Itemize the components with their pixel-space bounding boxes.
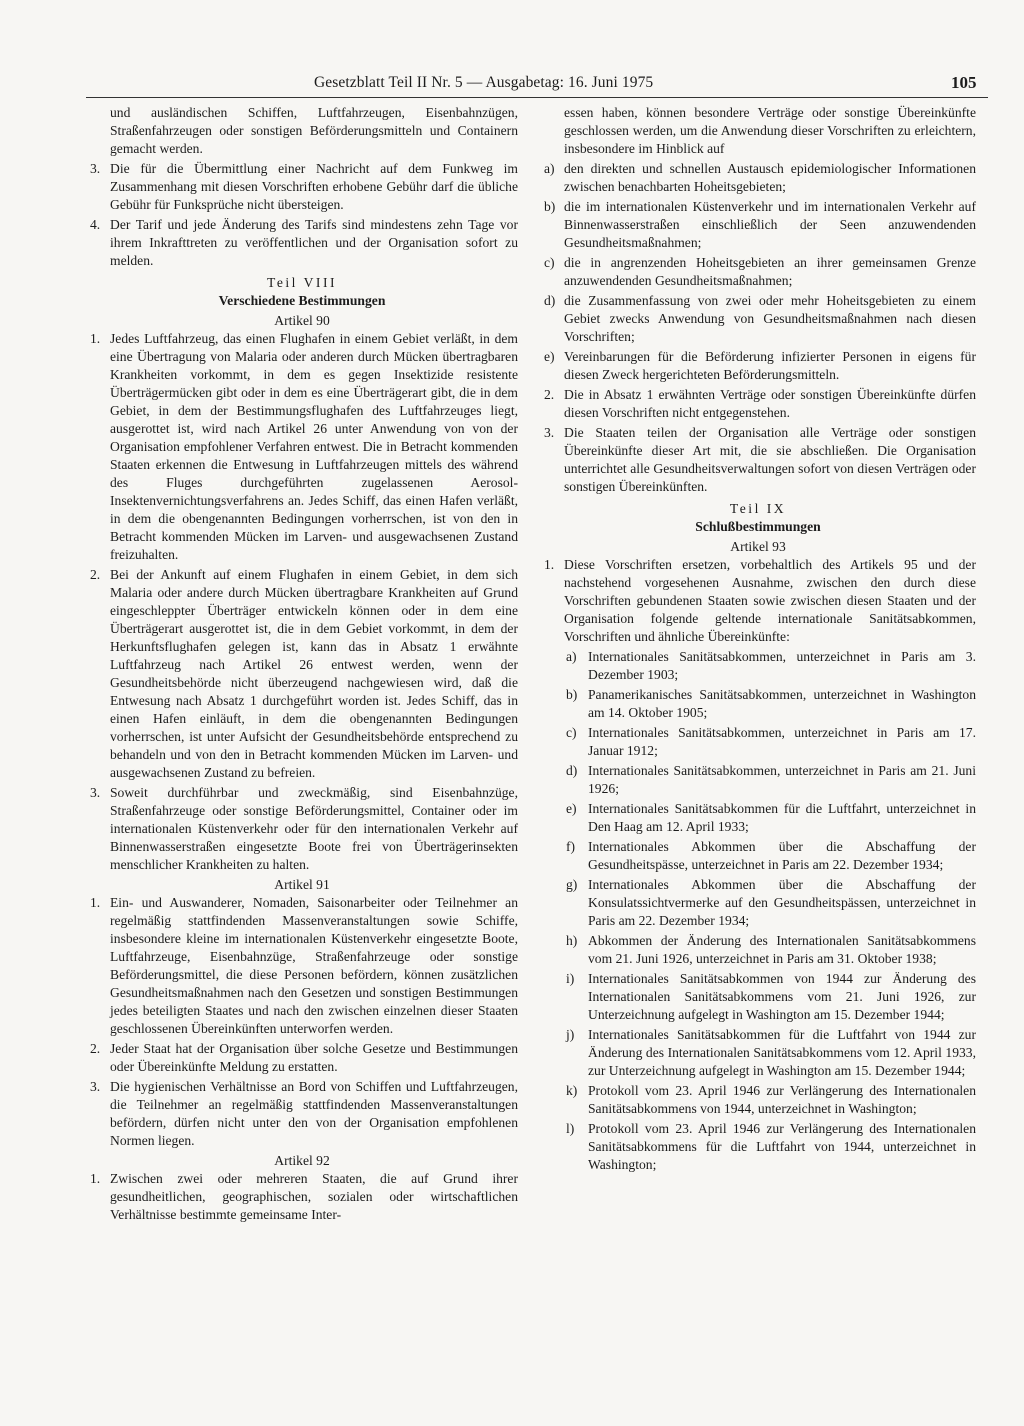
item-number: 1. — [90, 331, 101, 346]
right-column — [540, 104, 976, 1176]
continued-paragraph: und ausländischen Schiffen, Luftfahrzeugen, Eisenbahnzügen, Straßenfahrzeugen oder sonstigen Beförderungsmitteln und Containern gemacht werden. — [110, 105, 518, 156]
item-number: 3. — [90, 1079, 101, 1094]
sub-item — [540, 1082, 976, 1118]
sub-item — [540, 762, 976, 798]
item-letter: l) — [566, 1121, 575, 1136]
page-number: 105 — [951, 73, 977, 92]
continued-paragraph: essen haben, können besondere Verträge oder sonstige Übereinkünfte geschlossen werden, um die Anwendung dieser Vorschriften zu erleichtern, insbesondere im Hinblick auf — [564, 105, 976, 156]
paragraph-item — [540, 386, 976, 422]
item-text: Der Tarif und jede Änderung des Tarifs sind mindestens zehn Tage vor ihrem Inkrafttreten zu veröffentlichen und der Organisation sofort zu melden. — [110, 217, 518, 268]
part-heading: Teil IX — [729, 501, 787, 516]
sub-item — [540, 348, 976, 384]
paragraph-item — [86, 784, 518, 874]
item-text: Die in Absatz 1 erwähnten Verträge oder sonstigen Übereinkünfte dürfen diesen Vorschriften nicht entgegenstehen. — [564, 387, 976, 420]
item-number: 4. — [90, 217, 101, 232]
paragraph-item — [86, 1170, 518, 1224]
item-text: Internationales Sanitätsabkommen von 1944 zur Änderung des Internationalen Sanitätsabkommens vom 21. Juni 1926, zur Unterzeichnung aufgelegt in Washington am 15. Dezember 1944; — [588, 971, 976, 1022]
item-text: Soweit durchführbar und zweckmäßig, sind Eisenbahnzüge, Straßenfahrzeuge oder sonstige Beförderungsmittel, Container oder im internationalen Küstenverkehr oder für den internationalen Verkehr auf Binnenwasserstraßen eingesetzte Boote frei von Überträgerinsekten menschlicher Krankheiten zu halten. — [110, 785, 518, 872]
paragraph-item — [540, 556, 976, 646]
item-text: Internationales Sanitätsabkommen, unterzeichnet in Paris am 21. Juni 1926; — [588, 763, 976, 796]
part-heading: Teil VIII — [267, 275, 337, 290]
sub-item — [540, 1026, 976, 1080]
item-letter: a) — [544, 161, 555, 176]
item-letter: b) — [544, 199, 556, 214]
item-letter: a) — [566, 649, 577, 664]
article-heading: Artikel 90 — [274, 313, 330, 328]
section-title: Schlußbestimmungen — [695, 519, 821, 534]
item-letter: b) — [566, 687, 578, 702]
paragraph-item — [86, 1078, 518, 1150]
sub-item — [540, 686, 976, 722]
item-text: Die hygienischen Verhältnisse an Bord von Schiffen und Luftfahrzeugen, die Teilnehmer an regelmäßig stattfindenden Massenveranstaltungen befördern, dürfen nicht unter den von der Organisation empfohlenen Normen liegen. — [110, 1079, 518, 1148]
header-rule — [86, 97, 988, 98]
item-number: 3. — [90, 161, 101, 176]
item-number: 2. — [90, 567, 101, 582]
article-heading: Artikel 91 — [274, 877, 330, 892]
item-letter: c) — [544, 255, 555, 270]
item-text: Diese Vorschriften ersetzen, vorbehaltlich des Artikels 95 und der nachstehend vorgesehenen Ausnahme, zwischen den durch diese Vorschriften gebundenen Staaten sowie zwischen diesen Staaten und der Organisation folgende geltende internationale Sanitätsabkommen, Vorschriften und ähnliche Übereinkünfte: — [564, 557, 976, 644]
item-text: den direkten und schnellen Austausch epidemiologischer Informationen zwischen benachbarten Hoheitsgebieten; — [564, 161, 976, 194]
item-letter: i) — [566, 971, 575, 986]
item-text: Zwischen zwei oder mehreren Staaten, die auf Grund ihrer gesundheitlichen, geographischen, sozialen oder wirtschaftlichen Verhältnisse bestimmte gemeinsame Inter- — [110, 1171, 518, 1222]
item-number: 1. — [90, 895, 101, 910]
item-text: Internationales Sanitätsabkommen, unterzeichnet in Paris am 3. Dezember 1903; — [588, 649, 976, 682]
item-text: Protokoll vom 23. April 1946 zur Verlängerung des Internationalen Sanitätsabkommens von 1944, unterzeichnet in Washington; — [588, 1083, 976, 1116]
item-number: 1. — [544, 557, 555, 572]
item-text: Jeder Staat hat der Organisation über solche Gesetze und Bestimmungen oder Übereinkünfte Meldung zu erstatten. — [110, 1041, 518, 1074]
sub-item — [540, 876, 976, 930]
item-text: Internationales Abkommen über die Abschaffung der Gesundheitspässe, unterzeichnet in Paris am 22. Dezember 1934; — [588, 839, 976, 872]
item-text: Die für die Übermittlung einer Nachricht auf dem Funkweg im Zusammenhang mit diesen Vorschriften erhobene Gebühr darf die übliche Gebühr für Funksprüche nicht übersteigen. — [110, 161, 518, 212]
item-number: 2. — [544, 387, 555, 402]
paragraph-item — [540, 424, 976, 496]
item-text: Internationales Sanitätsabkommen für die Luftfahrt, unterzeichnet in Den Haag am 12. April 1933; — [588, 801, 976, 834]
left-column — [86, 104, 518, 1226]
item-text: Die Staaten teilen der Organisation alle Verträge oder sonstigen Übereinkünfte dieser Art mit, die sie abschließen. Die Organisation unterrichtet alle Gesundheitsverwaltungen sofort von diesen Verträgen oder sonstigen Übereinkünften. — [564, 425, 976, 494]
item-letter: g) — [566, 877, 578, 892]
item-text: Abkommen der Änderung des Internationalen Sanitätsabkommens vom 21. Juni 1926, unterzeichnet in Paris am 31. Oktober 1938; — [588, 933, 976, 966]
item-text: Internationales Sanitätsabkommen, unterzeichnet in Paris am 17. Januar 1912; — [588, 725, 976, 758]
paragraph-item — [86, 566, 518, 782]
item-text: Jedes Luftfahrzeug, das einen Flughafen in einem Gebiet verläßt, in dem eine Übertragung von Malaria oder anderen durch Mücken übertragbaren Krankheiten vorkommt, in dem es gegen Insektizide resistente Überträgermücken gibt oder in dem es eine Überträgerart gibt, die in dem Gebiet, in dem der Bestimmungsflughafen des Luftfahrzeuges liegt, ausgerottet ist, wird nach Artikel 26 unter Anwendung von von der Organisation empfohlener Verfahren entwest. Die in Betracht kommenden Staaten erkennen die Entwesung in Luftfahrzeugen mittels des während des Fluges durchgeführten zugelassenen Aerosol-Insektenvernichtungsverfahrens an. Jedes Schiff, das einen Hafen verläßt, in dem die obengenannten Bedingungen vorherrschen, ist von den in Betracht kommenden Mücken im Larven- und ausgewachsenen Zustand freizuhalten. — [110, 331, 518, 562]
item-letter: e) — [544, 349, 555, 364]
item-number: 3. — [544, 425, 555, 440]
paragraph-item — [86, 894, 518, 1038]
item-text: Internationales Sanitätsabkommen für die Luftfahrt von 1944 zur Änderung des Internationalen Sanitätsabkommens vom 12. April 1933, zur Unterzeichnung aufgelegt in Washington am 15. Dezember 1944; — [588, 1027, 976, 1078]
item-letter: f) — [566, 839, 576, 854]
paragraph-item — [86, 330, 518, 564]
item-number: 1. — [90, 1171, 101, 1186]
sub-item — [540, 1120, 976, 1174]
sub-item — [540, 932, 976, 968]
item-text: die im internationalen Küstenverkehr und im internationalen Verkehr auf Binnenwasserstraßen einschließlich der Seen anzuwendenden Gesundheitsmaßnahmen; — [564, 199, 976, 250]
sub-item — [540, 292, 976, 346]
item-letter: j) — [566, 1027, 575, 1042]
sub-item — [540, 198, 976, 252]
item-text: die in angrenzenden Hoheitsgebieten an ihrer gemeinsamen Grenze anzuwendenden Gesundheitsmaßnahmen; — [564, 255, 976, 288]
item-text: Vereinbarungen für die Beförderung infizierter Personen in eigens für diesen Zweck hergerichteten Beförderungsmitteln. — [564, 349, 976, 382]
sub-item — [540, 724, 976, 760]
sub-item — [540, 970, 976, 1024]
page-header-title: Gesetzblatt Teil II Nr. 5 — Ausgabetag: 16. Juni 1975 — [314, 74, 654, 91]
sub-item — [540, 254, 976, 290]
item-number: 3. — [90, 785, 101, 800]
item-letter: d) — [566, 763, 578, 778]
paragraph-item — [86, 216, 518, 270]
item-text: die Zusammenfassung von zwei oder mehr Hoheitsgebieten zu einem Gebiet zwecks Anwendung von Gesundheitsmaßnahmen nach diesen Vorschriften; — [564, 293, 976, 344]
paragraph-item — [86, 1040, 518, 1076]
item-letter: d) — [544, 293, 556, 308]
item-letter: k) — [566, 1083, 578, 1098]
item-letter: e) — [566, 801, 577, 816]
item-number: 2. — [90, 1041, 101, 1056]
paragraph-item — [86, 160, 518, 214]
item-letter: c) — [566, 725, 577, 740]
item-text: Panamerikanisches Sanitätsabkommen, unterzeichnet in Washington am 14. Oktober 1905; — [588, 687, 976, 720]
item-text: Bei der Ankunft auf einem Flughafen in einem Gebiet, in dem sich Malaria oder andere durch Mücken übertragbare Krankheiten auf Grund eingeschleppter Überträger entwickeln können oder in dem eine Überträgerart ausgerottet ist, die in dem Gebiet vorkommt, in dem der Herkunftsflughafen gelegen ist, kann das in Absatz 1 erwähnte Luftfahrzeug nach Artikel 26 entwest werden, wenn der Gesundheitsbehörde nicht überzeugend nachgewiesen wird, daß die Entwesung nach Absatz 1 durchgeführt worden ist. Jedes Schiff, das in einen Hafen einläuft, in dem die obengenannten Bedingungen vorherrschen, ist unter Aufsicht der Gesundheitsbehörde entsprechend zu behandeln und von den in Betracht kommenden Mücken im Larven- und ausgewachsenen Zustand zu befreien. — [110, 567, 518, 780]
section-title: Verschiedene Bestimmungen — [218, 293, 386, 308]
item-letter: h) — [566, 933, 578, 948]
sub-item — [540, 800, 976, 836]
article-heading: Artikel 92 — [274, 1153, 330, 1168]
item-text: Protokoll vom 23. April 1946 zur Verlängerung des Internationalen Sanitätsabkommens für die Luftfahrt von 1944, unterzeichnet in Washington; — [588, 1121, 976, 1172]
item-text: Ein- und Auswanderer, Nomaden, Saisonarbeiter oder Teilnehmer an regelmäßig stattfindenden Massenveranstaltungen sowie Schiffe, insbesondere kleine im internationalen Küstenverkehr eingesetzte Boote, Luftfahrzeuge, Eisenbahnzüge, Straßenfahrzeuge oder sonstige Beförderungsmittel, die diese Personen befördern, können zusätzlichen Gesundheitsmaßnahmen nach den Gesetzen und sonstigen Bestimmungen jedes beteiligten Staates und nach den zwischen einzelnen dieser Staaten geschlossenen Übereinkünften unterworfen werden. — [110, 895, 518, 1036]
sub-item — [540, 160, 976, 196]
article-heading: Artikel 93 — [730, 539, 786, 554]
sub-item — [540, 838, 976, 874]
item-text: Internationales Abkommen über die Abschaffung der Konsulatssichtvermerke auf den Gesundheitspässen, unterzeichnet in Paris am 22. Dezember 1934; — [588, 877, 976, 928]
sub-item — [540, 648, 976, 684]
